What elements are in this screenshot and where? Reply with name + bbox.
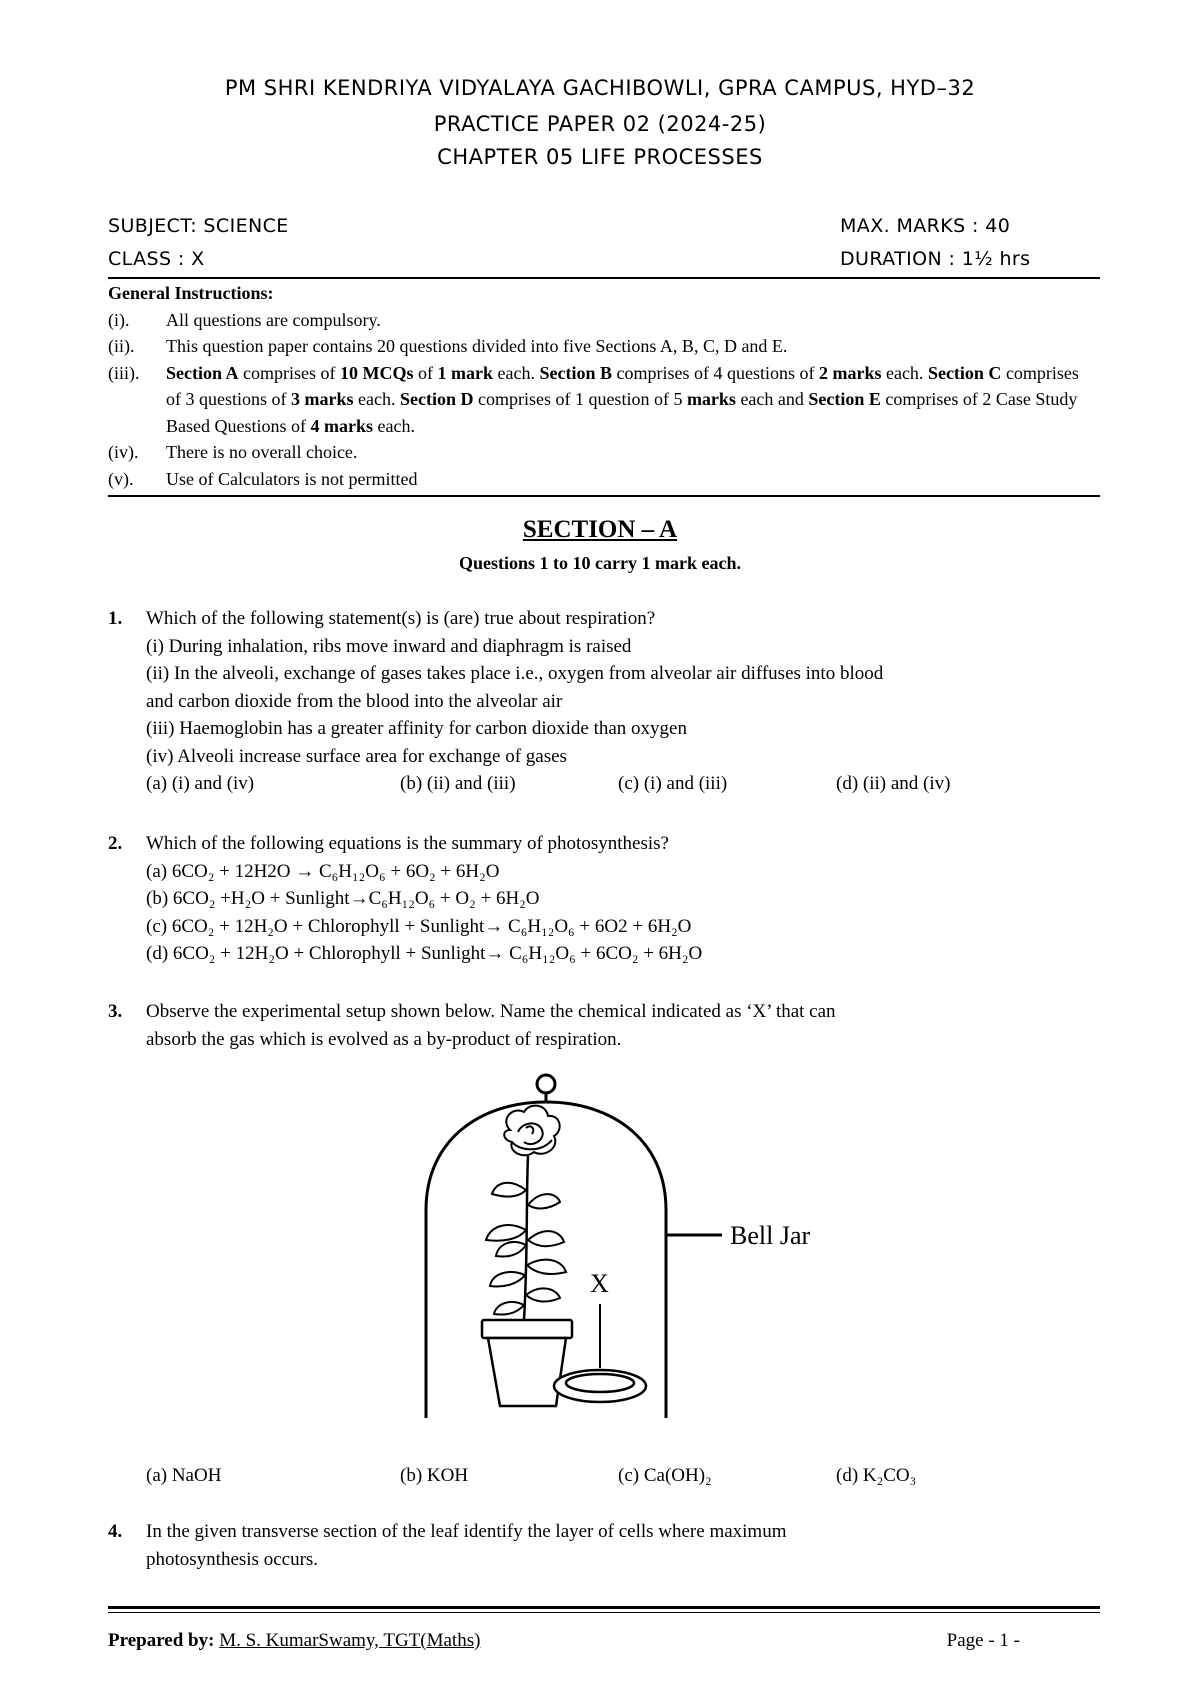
option-d: (d) (ii) and (iv) bbox=[836, 773, 951, 794]
question-text: Observe the experimental setup shown below. Name the chemical indicated as ‘X’ that can bbox=[146, 1001, 836, 1022]
instructions-title: General Instructions: bbox=[108, 283, 274, 303]
question-text: absorb the gas which is evolved as a by-product of respiration. bbox=[146, 1028, 622, 1050]
question-1 bbox=[108, 605, 1100, 798]
duration: DURATION : 1½ hrs bbox=[840, 248, 1031, 270]
instruction-item: (i). All questions are compulsory. bbox=[108, 309, 381, 330]
footer-rule-top bbox=[108, 1606, 1100, 1609]
x-label: X bbox=[590, 1269, 609, 1298]
statement: (iv) Alveoli increase surface area for exchange of gases bbox=[146, 745, 567, 767]
statement: (iii) Haemoglobin has a greater affinity for carbon dioxide than oxygen bbox=[146, 718, 687, 739]
max-marks: MAX. MARKS : 40 bbox=[840, 215, 1011, 237]
option-a: (a) (i) and (iv) bbox=[146, 773, 255, 794]
question-3-options bbox=[108, 1462, 1100, 1490]
question-number: 4. bbox=[108, 1521, 123, 1542]
general-instructions bbox=[108, 280, 1098, 492]
option-d: (d) K₂CO₃ bbox=[836, 1465, 917, 1486]
question-text: Which of the following statement(s) is (are) true about respiration? bbox=[146, 608, 656, 629]
prepared-name: M. S. KumarSwamy, TGT(Maths) bbox=[219, 1630, 481, 1651]
section-title: SECTION – A bbox=[522, 516, 678, 543]
instructions-rule bbox=[108, 495, 1100, 497]
question-3 bbox=[108, 998, 1100, 1053]
question-text: Which of the following equations is the summary of photosynthesis? bbox=[146, 833, 669, 854]
prepared-label: Prepared by: bbox=[108, 1630, 220, 1651]
statement: (ii) In the alveoli, exchange of gases takes place i.e., oxygen from alveolar air diffuses into blood bbox=[146, 663, 884, 684]
knob-icon bbox=[537, 1075, 555, 1093]
header-rule bbox=[108, 277, 1100, 279]
option-b: (b) KOH bbox=[400, 1465, 469, 1486]
question-4 bbox=[108, 1518, 1100, 1573]
footer bbox=[108, 1630, 1100, 1652]
question-number: 3. bbox=[108, 1001, 123, 1022]
option-b: (b) (ii) and (iii) bbox=[400, 773, 516, 794]
option-a: (a) 6CO₂ + 12H2O → C₆H₁₂O₆ + 6O₂ + 6H₂O bbox=[146, 860, 500, 882]
dish-icon bbox=[554, 1370, 646, 1402]
section-subtitle: Questions 1 to 10 carry 1 mark each. bbox=[459, 553, 741, 573]
option-a: (a) NaOH bbox=[146, 1465, 222, 1486]
school-name: PM SHRI KENDRIYA VIDYALAYA GACHIBOWLI, GPRA CAMPUS, HYD–32 bbox=[224, 76, 976, 100]
page-number: Page - 1 - bbox=[946, 1630, 1020, 1651]
question-text: In the given transverse section of the leaf identify the layer of cells where maximum bbox=[146, 1521, 787, 1542]
statement: and carbon dioxide from the blood into the alveolar air bbox=[146, 690, 563, 712]
instruction-item: (iii). Section A comprises of 10 MCQs of 1 mark each. Section B comprises of 4 questions of 2 marks each. Section C comprises of 3 questions of 3 marks each. Section D comprises of 1 question of 5 marks each and Section E comprises of 2 Case Study Based Questions of 4 marks each. bbox=[108, 362, 1079, 436]
question-2 bbox=[108, 830, 1100, 968]
statement: (i) During inhalation, ribs move inward and diaphragm is raised bbox=[146, 635, 632, 657]
subject: SUBJECT: SCIENCE bbox=[108, 215, 289, 237]
option-b: (b) 6CO₂ +H₂O + Sunlight→C₆H₁₂O₆ + O₂ + 6H₂O bbox=[146, 888, 540, 909]
paper-title: PRACTICE PAPER 02 (2024-25) bbox=[433, 112, 767, 136]
option-c: (c) 6CO₂ + 12H₂O + Chlorophyll + Sunlight→ C₆H₁₂O₆ + 6O2 + 6H₂O bbox=[146, 915, 692, 937]
option-d: (d) 6CO₂ + 12H₂O + Chlorophyll + Sunlight→ C₆H₁₂O₆ + 6CO₂ + 6H₂O bbox=[146, 943, 703, 964]
option-c: (c) (i) and (iii) bbox=[618, 773, 728, 794]
bell-jar-label: Bell Jar bbox=[730, 1221, 811, 1250]
question-text: photosynthesis occurs. bbox=[146, 1548, 319, 1570]
instruction-item: (iv). There is no overall choice. bbox=[108, 442, 358, 462]
question-number: 2. bbox=[108, 833, 123, 854]
footer-rule-bottom bbox=[108, 1612, 1100, 1613]
rose-icon bbox=[504, 1106, 559, 1156]
class: CLASS : X bbox=[108, 248, 205, 270]
option-c: (c) Ca(OH)₂ bbox=[618, 1465, 712, 1486]
instruction-item: (v). Use of Calculators is not permitted bbox=[108, 468, 418, 489]
question-number: 1. bbox=[108, 608, 123, 629]
bell-jar-figure bbox=[400, 1070, 860, 1430]
options bbox=[146, 1462, 1100, 1490]
options bbox=[146, 770, 1100, 798]
instruction-item: (ii). This question paper contains 20 questions divided into five Sections A, B, C, D and E. bbox=[108, 336, 788, 356]
chapter-title: CHAPTER 05 LIFE PROCESSES bbox=[437, 145, 763, 169]
